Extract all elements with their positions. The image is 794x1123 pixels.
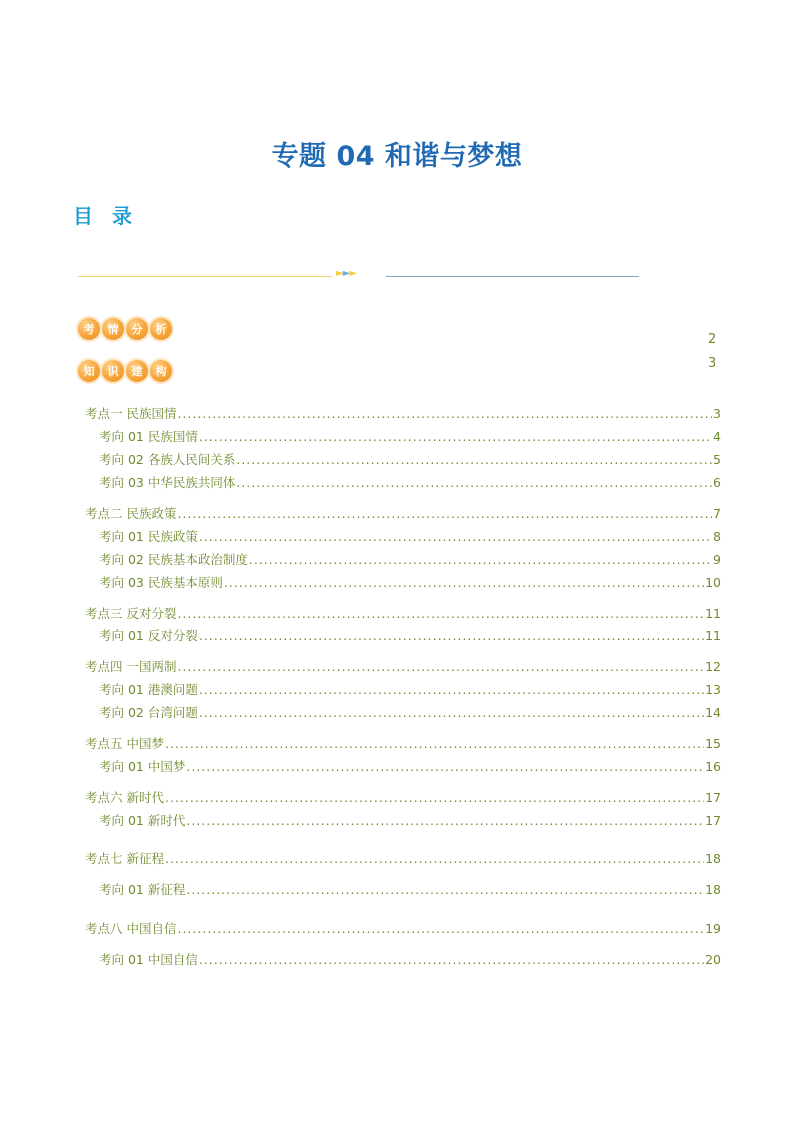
toc-entry[interactable] [85, 404, 721, 422]
toc-entry[interactable] [85, 734, 721, 752]
page-title: 专题 04 和谐与梦想 [271, 141, 523, 172]
toc-leader [236, 475, 712, 490]
toc-page: 15 [705, 736, 721, 751]
toc-entry[interactable] [99, 450, 721, 468]
toc-entry[interactable] [99, 880, 721, 898]
toc-leader [199, 529, 712, 544]
toc-label: 考点三 反对分裂 [85, 606, 177, 621]
toc-page: 4 [713, 429, 721, 444]
toc-label: 考向 01 港澳问题 [99, 682, 198, 697]
toc-label: 考点四 一国两制 [85, 659, 177, 674]
badge-char: 建 [126, 360, 148, 382]
toc-entry[interactable] [85, 919, 721, 937]
toc-label: 考点七 新征程 [85, 851, 164, 866]
toc-label: 考向 02 台湾问题 [99, 705, 198, 720]
toc-label: 考向 03 中华民族共同体 [99, 475, 236, 490]
toc-leader [177, 406, 712, 421]
toc-leader [186, 813, 704, 828]
toc-entry[interactable] [99, 626, 721, 644]
toc-page: 3 [713, 406, 721, 421]
toc-leader [177, 921, 704, 936]
toc-page: 7 [713, 506, 721, 521]
toc-entry[interactable] [85, 657, 721, 675]
toc-page: 20 [705, 952, 721, 967]
toc-page: 16 [705, 759, 721, 774]
badge-char: 析 [150, 318, 172, 340]
toc-label: 考点八 中国自信 [85, 921, 177, 936]
toc-label: 考向 01 民族政策 [99, 529, 198, 544]
toc-leader [177, 659, 704, 674]
toc-entry[interactable] [99, 703, 721, 721]
toc-entry[interactable] [99, 550, 721, 568]
toc-entry[interactable] [99, 811, 721, 829]
toc-leader [199, 628, 704, 643]
toc-leader [224, 575, 704, 590]
toc-page: 9 [713, 552, 721, 567]
toc-leader [186, 882, 704, 897]
toc-leader [236, 452, 712, 467]
toc-label: 考向 01 新征程 [99, 882, 186, 897]
toc-entry[interactable] [99, 573, 721, 591]
toc-leader [165, 790, 704, 805]
toc-page: 13 [705, 682, 721, 697]
toc-page: 8 [713, 529, 721, 544]
toc-page: 18 [705, 851, 721, 866]
toc-page: 11 [705, 606, 721, 621]
toc-page: 12 [705, 659, 721, 674]
toc-entry[interactable] [85, 604, 721, 622]
toc-entry[interactable] [99, 757, 721, 775]
toc-entry[interactable] [99, 950, 721, 968]
badge-char: 构 [150, 360, 172, 382]
badge-char: 分 [126, 318, 148, 340]
toc-leader [199, 429, 712, 444]
toc-page: 19 [705, 921, 721, 936]
toc-label: 考点六 新时代 [85, 790, 164, 805]
toc-leader [249, 552, 712, 567]
toc-page: 5 [713, 452, 721, 467]
toc-page: 18 [705, 882, 721, 897]
toc-label: 考向 01 民族国情 [99, 429, 198, 444]
badge-char: 考 [78, 318, 100, 340]
toc-label: 考点一 民族国情 [85, 406, 177, 421]
toc-label: 考向 02 各族人民间关系 [99, 452, 236, 467]
toc-entry[interactable] [85, 788, 721, 806]
divider-arrows-icon: ►►► [336, 268, 357, 279]
badge-char: 知 [78, 360, 100, 382]
toc-page: 17 [705, 790, 721, 805]
toc-page: 11 [705, 628, 721, 643]
toc-entry[interactable] [99, 473, 721, 491]
toc-label: 考向 01 中国梦 [99, 759, 186, 774]
toc-page: 14 [705, 705, 721, 720]
toc-leader [199, 705, 704, 720]
toc-label: 考向 02 民族基本政治制度 [99, 552, 248, 567]
badge-page-number: 3 [708, 356, 717, 371]
toc-label: 考向 01 新时代 [99, 813, 186, 828]
toc-label: 考点五 中国梦 [85, 736, 164, 751]
toc-leader [165, 851, 704, 866]
toc-page: 17 [705, 813, 721, 828]
toc-leader [199, 682, 704, 697]
toc-leader [186, 759, 704, 774]
toc-entry[interactable] [99, 680, 721, 698]
badge-char: 识 [102, 360, 124, 382]
toc-entry[interactable] [85, 849, 721, 867]
toc-leader [177, 506, 712, 521]
toc-leader [165, 736, 704, 751]
badge-page-number: 2 [708, 332, 717, 347]
toc-heading: 目 录 [73, 204, 138, 228]
toc-label: 考向 01 反对分裂 [99, 628, 198, 643]
badge-char: 情 [102, 318, 124, 340]
toc-label: 考向 01 中国自信 [99, 952, 198, 967]
toc-leader [199, 952, 704, 967]
toc-page: 6 [713, 475, 721, 490]
toc-entry[interactable] [99, 427, 721, 445]
toc-page: 10 [705, 575, 721, 590]
toc-label: 考向 03 民族基本原则 [99, 575, 223, 590]
toc-entry[interactable] [99, 527, 721, 545]
toc-label: 考点二 民族政策 [85, 506, 177, 521]
toc-entry[interactable] [85, 504, 721, 522]
toc-leader [177, 606, 704, 621]
